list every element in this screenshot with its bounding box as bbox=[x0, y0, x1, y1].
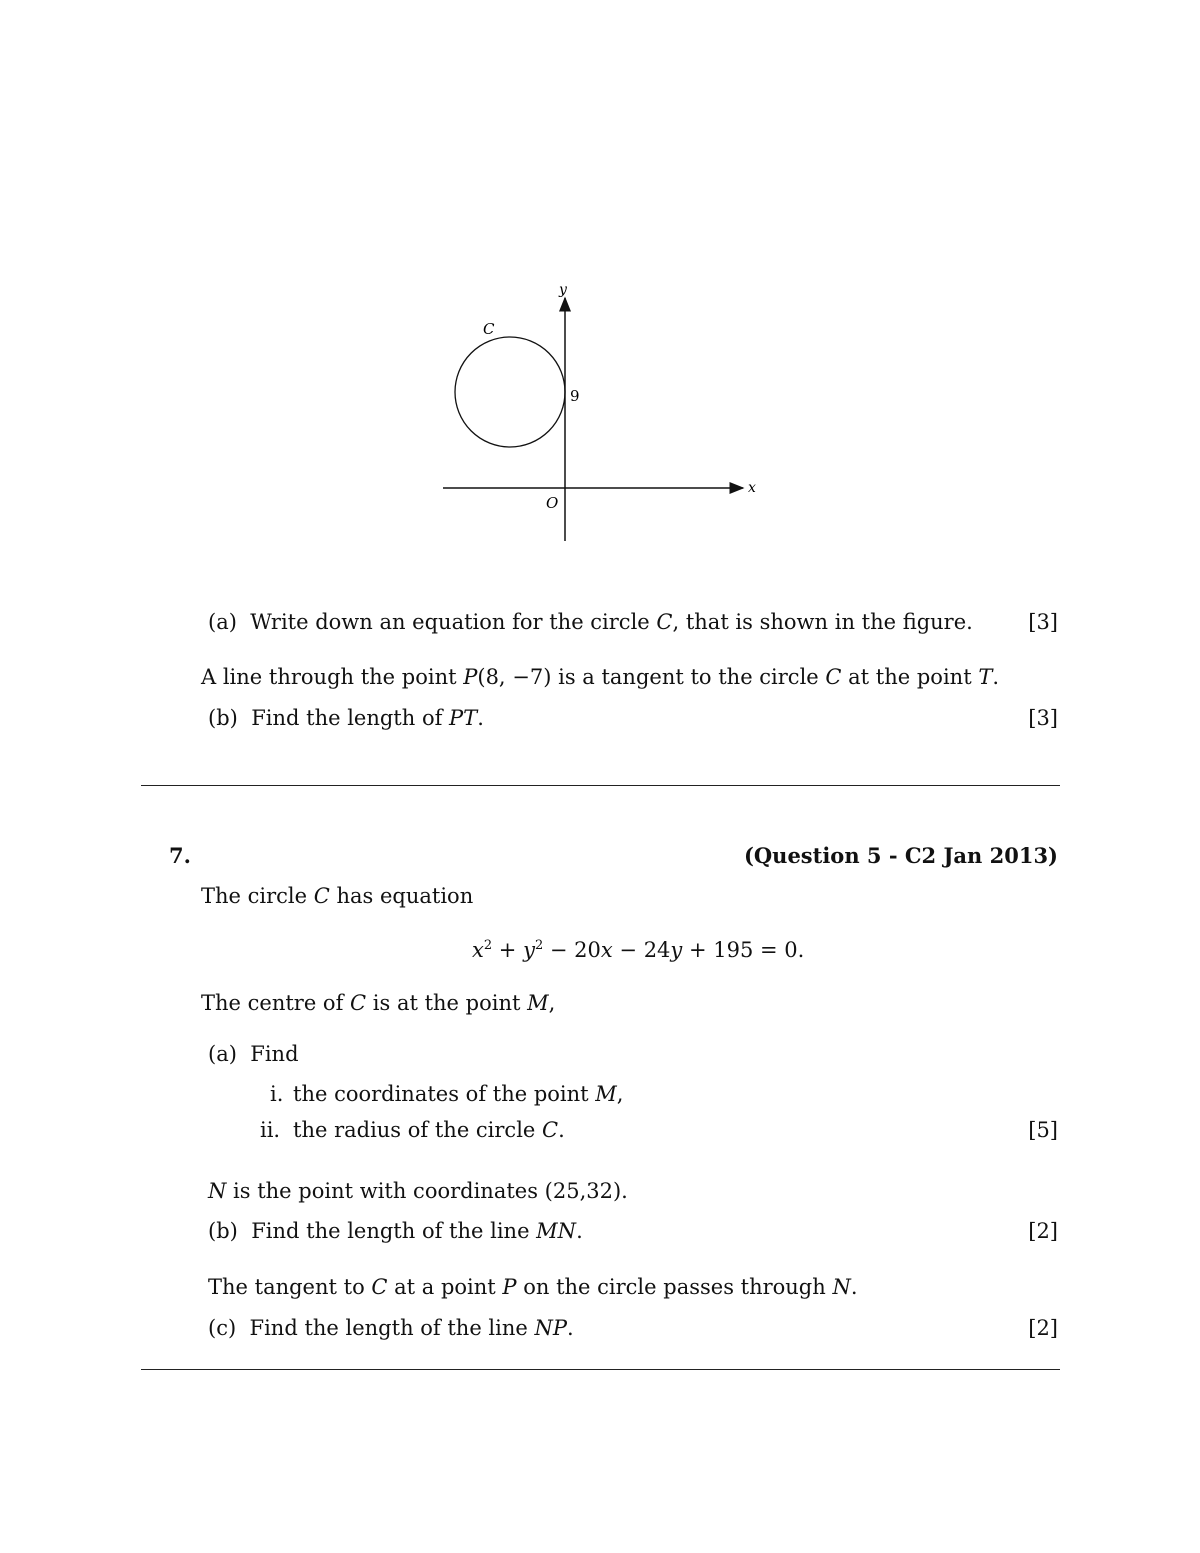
q7-b-text: Find the length of the line bbox=[251, 1219, 537, 1243]
q7-c-end: . bbox=[567, 1316, 574, 1340]
q7-centre-end: , bbox=[548, 991, 556, 1015]
eq-y: y bbox=[523, 938, 535, 962]
q7-a-i-text: the coordinates of the point bbox=[293, 1082, 596, 1106]
q6-a-text-2: , that is shown in the figure. bbox=[672, 610, 973, 634]
q6-b-var: PT bbox=[449, 706, 478, 730]
q7-intro-1: The circle bbox=[201, 884, 314, 908]
eq-sq1: 2 bbox=[483, 938, 493, 953]
q6-line-text-1: A line through the point bbox=[201, 665, 464, 689]
eq-plus: + bbox=[492, 938, 524, 962]
eq-rest-1: − 20 bbox=[543, 938, 601, 962]
q7-intro-2: has equation bbox=[329, 884, 474, 908]
q7-tangent-p: P bbox=[502, 1275, 517, 1299]
q7-tangent-end: . bbox=[850, 1275, 858, 1299]
y-axis-label: y bbox=[559, 282, 567, 298]
q7-source: (Question 5 - C2 Jan 2013) bbox=[743, 843, 1058, 868]
q6-line-text-3: at the point bbox=[841, 665, 979, 689]
q6-part-a bbox=[208, 610, 973, 634]
eq-x2: x bbox=[600, 938, 613, 962]
q6-tangent-statement bbox=[201, 665, 999, 689]
q7-centre-c: C bbox=[350, 991, 367, 1015]
q7-n-statement bbox=[208, 1179, 628, 1203]
q7-c-text: Find the length of the line bbox=[249, 1316, 535, 1340]
q7-a-i-end: , bbox=[616, 1082, 624, 1106]
q7-c-label: (c) bbox=[208, 1316, 237, 1340]
q7-centre bbox=[201, 991, 555, 1015]
q6-a-text-1: Write down an equation for the circle bbox=[250, 610, 657, 634]
divider-rule-1 bbox=[141, 785, 1060, 786]
q7-intro-var: C bbox=[313, 884, 330, 908]
q7-a-ii-text: the radius of the circle bbox=[293, 1118, 543, 1142]
q7-tangent-3: on the circle passes through bbox=[516, 1275, 833, 1299]
tangent-value-label: 9 bbox=[570, 387, 580, 405]
q7-a-ii-end: . bbox=[558, 1118, 565, 1142]
q7-part-a bbox=[208, 1042, 299, 1066]
q7-number: 7. bbox=[169, 843, 191, 868]
q6-line-c: C bbox=[825, 665, 842, 689]
circle-label: C bbox=[483, 320, 495, 338]
q7-a-i-var: M bbox=[595, 1082, 617, 1106]
q7-a-text: Find bbox=[250, 1042, 299, 1066]
q7-a-i-label: i. bbox=[270, 1082, 284, 1106]
q6-a-label: (a) bbox=[208, 610, 237, 634]
eq-x: x bbox=[472, 938, 484, 962]
q7-intro bbox=[201, 884, 473, 908]
q6-line-text-2: is a tangent to the circle bbox=[551, 665, 826, 689]
q7-tangent-n: N bbox=[832, 1275, 851, 1299]
q7-part-c bbox=[208, 1316, 574, 1340]
q6-b-label: (b) bbox=[208, 706, 238, 730]
eq-y2: y bbox=[670, 938, 683, 962]
q6-part-b bbox=[208, 706, 484, 730]
origin-label: O bbox=[546, 494, 559, 512]
q7-n-var: N bbox=[208, 1179, 227, 1203]
q7-centre-2: is at the point bbox=[366, 991, 528, 1015]
divider-rule-2 bbox=[141, 1369, 1060, 1370]
q7-tangent-statement bbox=[208, 1275, 858, 1299]
q7-a-i bbox=[293, 1082, 623, 1106]
circle-figure bbox=[0, 0, 1200, 560]
q7-tangent-c: C bbox=[371, 1275, 388, 1299]
q7-centre-m: M bbox=[527, 991, 549, 1015]
q7-a-ii-var: C bbox=[542, 1118, 559, 1142]
q6-line-p: P bbox=[463, 665, 478, 689]
q7-a-marks: [5] bbox=[1028, 1118, 1058, 1142]
q6-b-text: Find the length of bbox=[251, 706, 450, 730]
q7-tangent-1: The tangent to bbox=[208, 1275, 372, 1299]
q7-b-end: . bbox=[576, 1219, 583, 1243]
x-axis-label: x bbox=[748, 480, 756, 496]
q6-a-marks: [3] bbox=[1028, 610, 1058, 634]
q7-b-marks: [2] bbox=[1028, 1219, 1058, 1243]
q7-part-b bbox=[208, 1219, 583, 1243]
q6-line-coords: (8, −7) bbox=[477, 665, 552, 689]
q7-a-ii-label: ii. bbox=[260, 1118, 281, 1142]
eq-rest-3: + 195 = 0. bbox=[682, 938, 805, 962]
eq-sq2: 2 bbox=[534, 938, 544, 953]
q7-centre-1: The centre of bbox=[201, 991, 351, 1015]
q7-b-var: MN bbox=[536, 1219, 577, 1243]
eq-rest-2: − 24 bbox=[612, 938, 671, 962]
q7-tangent-2: at a point bbox=[387, 1275, 503, 1299]
q7-b-label: (b) bbox=[208, 1219, 238, 1243]
q6-line-t: T bbox=[978, 665, 993, 689]
q7-a-ii bbox=[293, 1118, 565, 1142]
circle-c bbox=[455, 337, 565, 447]
q7-equation bbox=[472, 938, 804, 962]
q6-b-marks: [3] bbox=[1028, 706, 1058, 730]
q7-a-label: (a) bbox=[208, 1042, 237, 1066]
q7-n-text: is the point with coordinates (25,32). bbox=[226, 1179, 628, 1203]
q6-line-end: . bbox=[992, 665, 1000, 689]
q6-a-var: C bbox=[656, 610, 673, 634]
q6-b-end: . bbox=[477, 706, 484, 730]
q7-c-var: NP bbox=[534, 1316, 567, 1340]
q7-c-marks: [2] bbox=[1028, 1316, 1058, 1340]
